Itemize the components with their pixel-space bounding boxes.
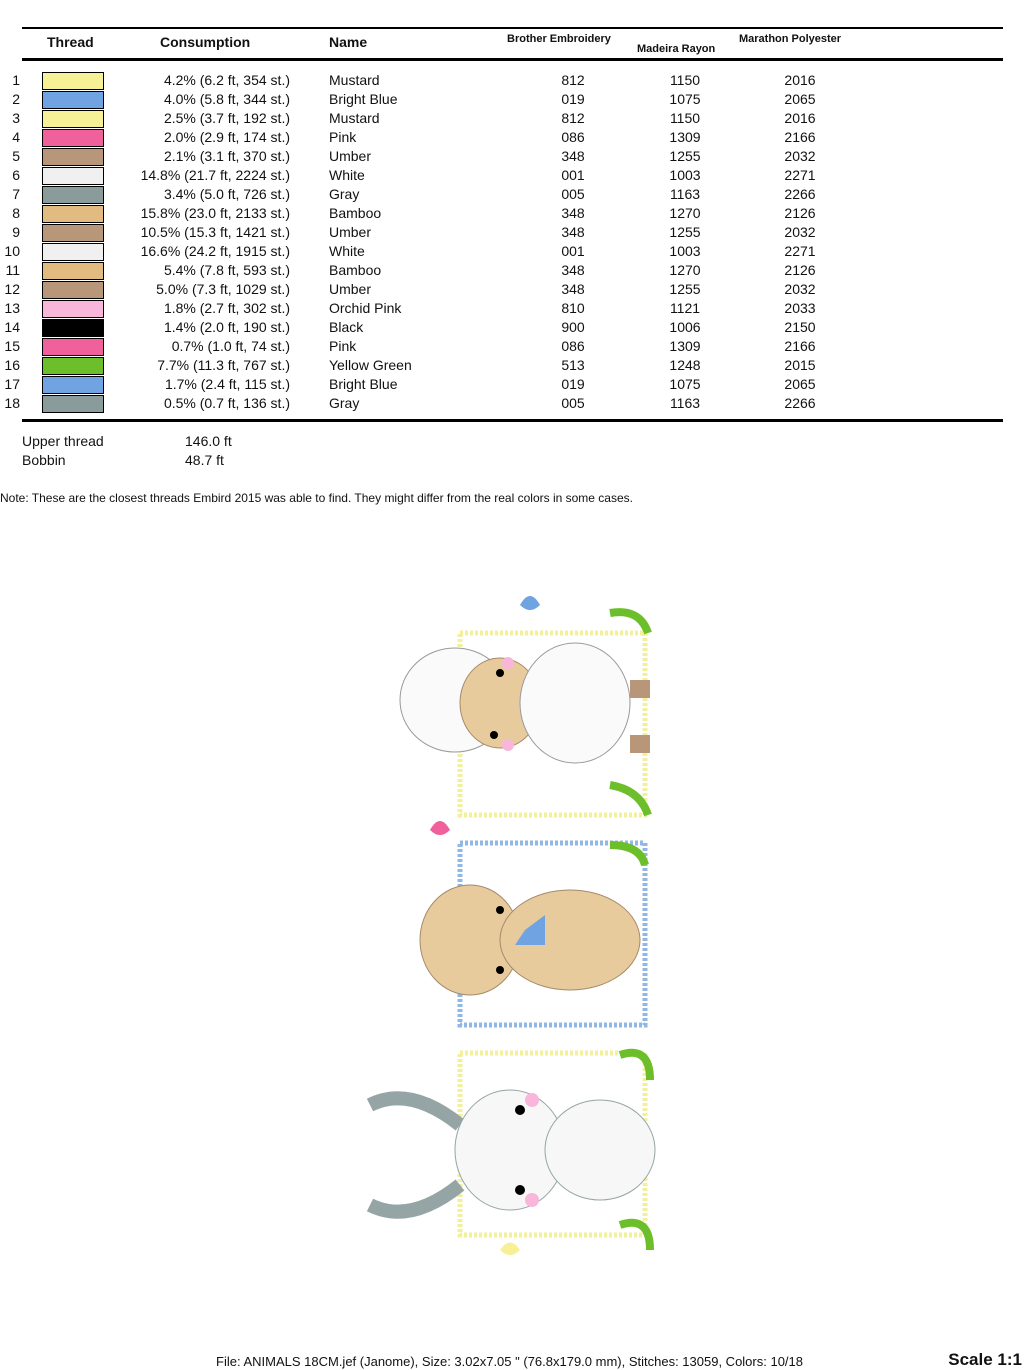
thread-name: Orchid Pink	[329, 300, 402, 316]
brother-code: 513	[561, 357, 585, 373]
consumption: 2.0% (2.9 ft, 174 st.)	[163, 129, 290, 145]
thread-number: 4	[12, 129, 20, 145]
upper-thread-value: 146.0 ft	[185, 433, 232, 449]
marathon-code: 2166	[784, 129, 816, 145]
consumption: 4.0% (5.8 ft, 344 st.)	[163, 91, 290, 107]
color-swatch	[42, 72, 104, 90]
consumption: 0.7% (1.0 ft, 74 st.)	[171, 338, 290, 354]
marathon-code: 2016	[784, 110, 816, 126]
thread-number: 7	[12, 186, 20, 202]
header-marathon: Marathon Polyester	[739, 33, 842, 45]
color-swatch	[42, 205, 104, 223]
color-swatch	[42, 167, 104, 185]
color-swatch	[42, 186, 104, 204]
consumption: 2.5% (3.7 ft, 192 st.)	[163, 110, 290, 126]
consumption: 10.5% (15.3 ft, 1421 st.)	[140, 224, 290, 240]
marathon-code: 2126	[784, 262, 816, 278]
marathon-code: 2166	[784, 338, 816, 354]
thread-note: Note: These are the closest threads Embird 2015 was able to find. They might differ from the real colors in some cases.	[0, 491, 633, 505]
madeira-code: 1150	[669, 110, 701, 126]
color-swatch	[42, 319, 104, 337]
madeira-code: 1163	[669, 186, 701, 202]
thread-number: 6	[12, 167, 20, 183]
table-row	[0, 337, 1003, 356]
thread-name: Mustard	[329, 72, 380, 88]
thread-name: Pink	[329, 338, 357, 354]
brother-code: 900	[561, 319, 585, 335]
thread-number: 13	[4, 300, 20, 316]
bobbin-label: Bobbin	[22, 452, 66, 468]
thread-name: Bamboo	[329, 205, 382, 221]
color-swatch	[42, 262, 104, 280]
marathon-code: 2032	[784, 281, 816, 297]
brother-code: 005	[561, 186, 585, 202]
marathon-code: 2271	[784, 243, 816, 259]
thread-number: 9	[12, 224, 20, 240]
consumption: 15.8% (23.0 ft, 2133 st.)	[140, 205, 290, 221]
color-swatch	[42, 91, 104, 109]
thread-number: 10	[4, 243, 20, 259]
marathon-code: 2271	[784, 167, 816, 183]
thread-name: Bamboo	[329, 262, 382, 278]
marathon-code: 2065	[784, 91, 816, 107]
consumption: 2.1% (3.1 ft, 370 st.)	[163, 148, 290, 164]
brother-code: 812	[561, 72, 585, 88]
brother-code: 348	[561, 281, 585, 297]
madeira-code: 1248	[669, 357, 701, 373]
madeira-code: 1270	[669, 262, 701, 278]
color-swatch	[42, 281, 104, 299]
marathon-code: 2126	[784, 205, 816, 221]
table-row	[0, 242, 1003, 261]
madeira-code: 1309	[669, 129, 701, 145]
consumption: 7.7% (11.3 ft, 767 st.)	[157, 357, 290, 373]
header-name: Name	[329, 34, 368, 50]
thread-number: 3	[12, 110, 20, 126]
consumption: 5.4% (7.8 ft, 593 st.)	[163, 262, 290, 278]
consumption: 5.0% (7.3 ft, 1029 st.)	[156, 281, 290, 297]
color-swatch	[42, 243, 104, 261]
file-info: File: ANIMALS 18CM.jef (Janome), Size: 3.02x7.05 " (76.8x179.0 mm), Stitches: 13059, Colors: 10/18	[216, 1354, 803, 1369]
marathon-code: 2033	[784, 300, 816, 316]
thread-name: Gray	[329, 395, 360, 411]
thread-number: 16	[4, 357, 20, 373]
marathon-code: 2266	[784, 186, 816, 202]
thread-number: 17	[4, 376, 20, 392]
thread-number: 12	[4, 281, 20, 297]
brother-code: 001	[561, 167, 585, 183]
table-row	[0, 128, 1003, 147]
bottom-rule	[22, 419, 1003, 422]
marathon-code: 2266	[784, 395, 816, 411]
color-swatch	[42, 300, 104, 318]
consumption: 14.8% (21.7 ft, 2224 st.)	[140, 167, 290, 183]
marathon-code: 2065	[784, 376, 816, 392]
madeira-code: 1003	[669, 243, 701, 259]
table-row	[0, 394, 1003, 413]
table-row	[0, 166, 1003, 185]
upper-thread-label: Upper thread	[22, 433, 104, 449]
brother-code: 086	[561, 338, 585, 354]
consumption: 4.2% (6.2 ft, 354 st.)	[163, 72, 290, 88]
brother-code: 005	[561, 395, 585, 411]
table-row	[0, 90, 1003, 109]
thread-number: 5	[12, 148, 20, 164]
thread-number: 8	[12, 205, 20, 221]
scale-label: Scale 1:1	[948, 1350, 1022, 1369]
thread-number: 18	[4, 395, 20, 411]
brother-code: 019	[561, 376, 585, 392]
header-consumption: Consumption	[160, 34, 251, 50]
thread-number: 15	[4, 338, 20, 354]
header-rule	[22, 58, 1003, 61]
color-swatch	[42, 148, 104, 166]
madeira-code: 1075	[669, 376, 701, 392]
embroidery-design-preview	[360, 585, 670, 1275]
thread-name: Gray	[329, 186, 360, 202]
marathon-code: 2016	[784, 72, 816, 88]
bobbin-value: 48.7 ft	[185, 452, 224, 468]
color-swatch	[42, 395, 104, 413]
color-swatch	[42, 357, 104, 375]
thread-number: 14	[4, 319, 20, 335]
table-row	[0, 261, 1003, 280]
table-row	[0, 318, 1003, 337]
brother-code: 810	[561, 300, 585, 316]
brother-code: 348	[561, 224, 585, 240]
brother-code: 019	[561, 91, 585, 107]
consumption: 3.4% (5.0 ft, 726 st.)	[163, 186, 290, 202]
thread-name: Umber	[329, 148, 372, 164]
brother-code: 348	[561, 148, 585, 164]
table-row	[0, 185, 1003, 204]
brother-code: 086	[561, 129, 585, 145]
bunny-frame	[370, 1053, 655, 1255]
brother-code: 001	[561, 243, 585, 259]
madeira-code: 1006	[669, 319, 701, 335]
cat-frame	[420, 821, 645, 1025]
thread-name: White	[329, 167, 365, 183]
table-row	[0, 204, 1003, 223]
marathon-code: 2015	[784, 357, 816, 373]
table-row	[0, 280, 1003, 299]
thread-name: Umber	[329, 281, 372, 297]
marathon-code: 2032	[784, 224, 816, 240]
table-row	[0, 299, 1003, 318]
thread-name: Bright Blue	[329, 91, 398, 107]
madeira-code: 1255	[669, 148, 701, 164]
color-swatch	[42, 338, 104, 356]
table-row	[0, 147, 1003, 166]
color-swatch	[42, 224, 104, 242]
madeira-code: 1309	[669, 338, 701, 354]
thread-name: Bright Blue	[329, 376, 398, 392]
header-thread: Thread	[47, 34, 94, 50]
thread-number: 2	[12, 91, 20, 107]
marathon-code: 2150	[784, 319, 816, 335]
consumption: 0.5% (0.7 ft, 136 st.)	[163, 395, 290, 411]
thread-name: Yellow Green	[329, 357, 412, 373]
madeira-code: 1255	[669, 224, 701, 240]
top-rule	[22, 27, 1003, 29]
thread-name: Mustard	[329, 110, 380, 126]
thread-name: Pink	[329, 129, 357, 145]
madeira-code: 1075	[669, 91, 701, 107]
table-row	[0, 223, 1003, 242]
madeira-code: 1163	[669, 395, 701, 411]
thread-name: Black	[329, 319, 364, 335]
thread-name: Umber	[329, 224, 372, 240]
madeira-code: 1270	[669, 205, 701, 221]
table-row	[0, 375, 1003, 394]
color-swatch	[42, 129, 104, 147]
header-madeira: Madeira Rayon	[637, 43, 716, 55]
table-row	[0, 109, 1003, 128]
madeira-code: 1121	[669, 300, 701, 316]
brother-code: 812	[561, 110, 585, 126]
consumption: 1.7% (2.4 ft, 115 st.)	[164, 376, 290, 392]
consumption: 16.6% (24.2 ft, 1915 st.)	[140, 243, 290, 259]
brother-code: 348	[561, 205, 585, 221]
consumption: 1.8% (2.7 ft, 302 st.)	[163, 300, 290, 316]
thread-number: 1	[12, 72, 20, 88]
madeira-code: 1255	[669, 281, 701, 297]
color-swatch	[42, 376, 104, 394]
header-brother: Brother Embroidery	[507, 33, 611, 45]
thread-name: White	[329, 243, 365, 259]
thread-number: 11	[5, 262, 20, 278]
madeira-code: 1150	[669, 72, 701, 88]
sheep-frame	[400, 596, 650, 815]
table-row	[0, 71, 1003, 90]
madeira-code: 1003	[669, 167, 701, 183]
brother-code: 348	[561, 262, 585, 278]
table-row	[0, 356, 1003, 375]
marathon-code: 2032	[784, 148, 816, 164]
consumption: 1.4% (2.0 ft, 190 st.)	[163, 319, 290, 335]
color-swatch	[42, 110, 104, 128]
